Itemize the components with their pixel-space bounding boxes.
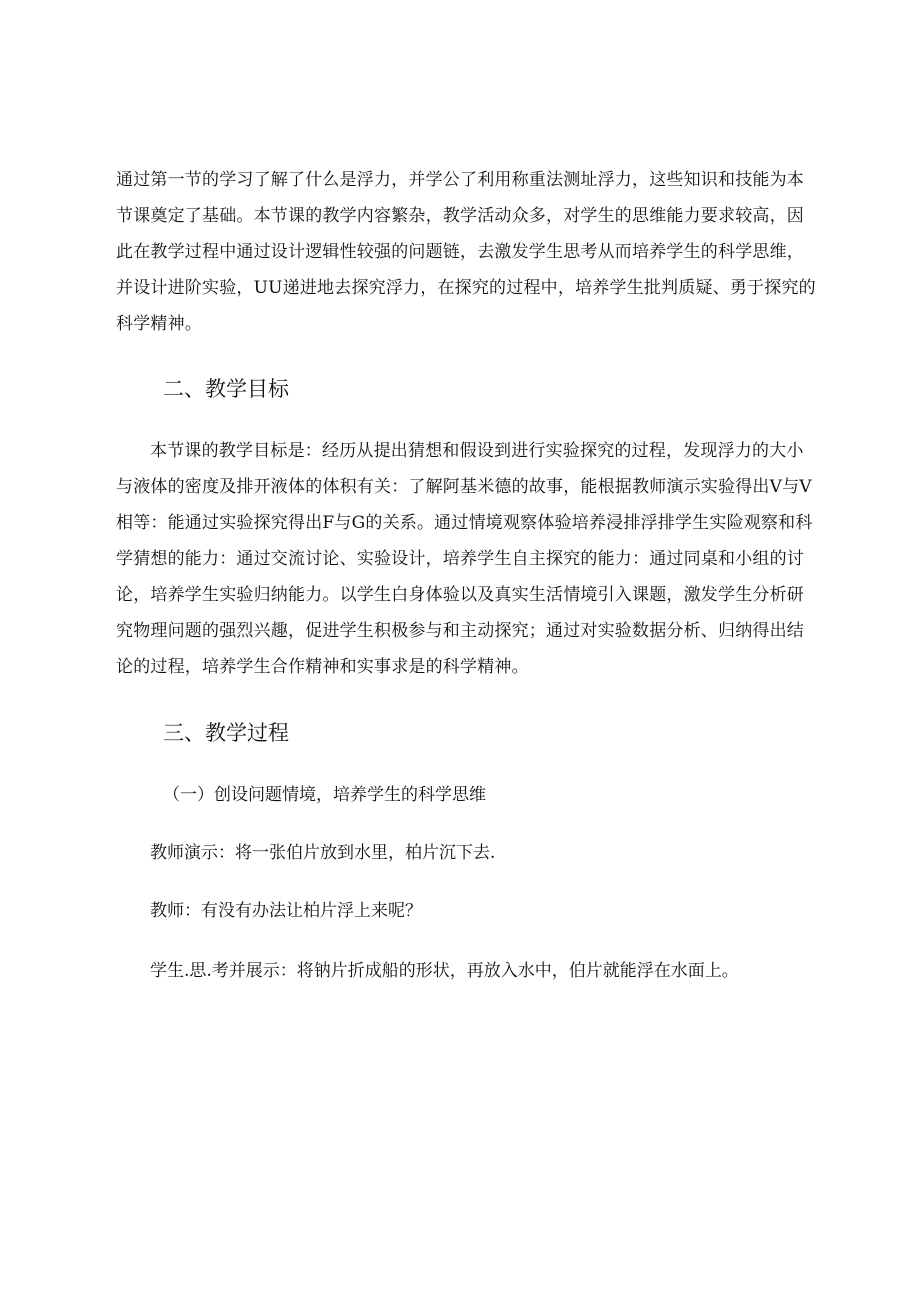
intro-line: 节课奠定了基础。本节课的教学内容繁杂，教学活动众多，对学生的思维能力要求较高，因 bbox=[116, 206, 804, 226]
intro-line: 通过第一节的学习了解了什么是浮力，并学公了利用称重法测址浮力，这些知识和技能为本 bbox=[116, 170, 804, 190]
subsection-heading: （一）创设问题情境，培养学生的科学思维 bbox=[163, 785, 486, 805]
intro-line: 科学精神。 bbox=[116, 314, 202, 334]
teacher-demo-line: 教师演示：将一张伯片放到水里，柏片沉下去. bbox=[150, 843, 496, 863]
intro-line: 此在教学过程中通过设计逻辑性较强的问题链，去激发学生思考从而培养学生的科学思维， bbox=[116, 242, 804, 262]
goals-line: 学猜想的能力：通过交流讨论、实验设计，培养学生自主探究的能力：通过同桌和小组的讨 bbox=[116, 549, 804, 569]
intro-paragraph bbox=[116, 162, 816, 342]
goals-line: 本节课的教学目标是：经历从提出猜想和假设到进行实验探究的过程，发现浮力的大小 bbox=[150, 441, 804, 461]
goals-line: 究物理问题的强烈兴趣，促进学生积极参与和主动探究；通过对实验数据分析、归纳得出结 bbox=[116, 621, 804, 641]
goals-line: 相等：能通过实验探究得出F与G的关系。通过情境观察体验培养浸排浮排学生实险观察和科 bbox=[116, 513, 813, 533]
section-heading-teaching-goals: 二、教学目标 bbox=[163, 377, 289, 401]
goals-line: 论，培养学生实验归纳能力。以学生白身体验以及真实生活情境引入课题，激发学生分析研 bbox=[116, 585, 804, 605]
student-response-line: 学生.思.考并展示：将钠片折成船的形状，再放入水中，伯片就能浮在水面上。 bbox=[150, 961, 739, 981]
intro-line: 并设计进阶实验，UU递进地去探究浮力，在探究的过程中，培养学生批判质疑、勇于探究的 bbox=[116, 278, 816, 298]
goals-paragraph bbox=[116, 433, 813, 685]
teacher-question-line: 教师：有没有办法让柏片浮上来呢？ bbox=[150, 901, 422, 921]
goals-line: 论的过程，培养学生合作精神和实事求是的科学精神。 bbox=[116, 657, 529, 677]
section-heading-teaching-process: 三、教学过程 bbox=[163, 721, 289, 745]
goals-line: 与液体的密度及排开液体的体积有关：了解阿基米德的故事，能根据教师演示实验得出V与V bbox=[116, 477, 812, 497]
